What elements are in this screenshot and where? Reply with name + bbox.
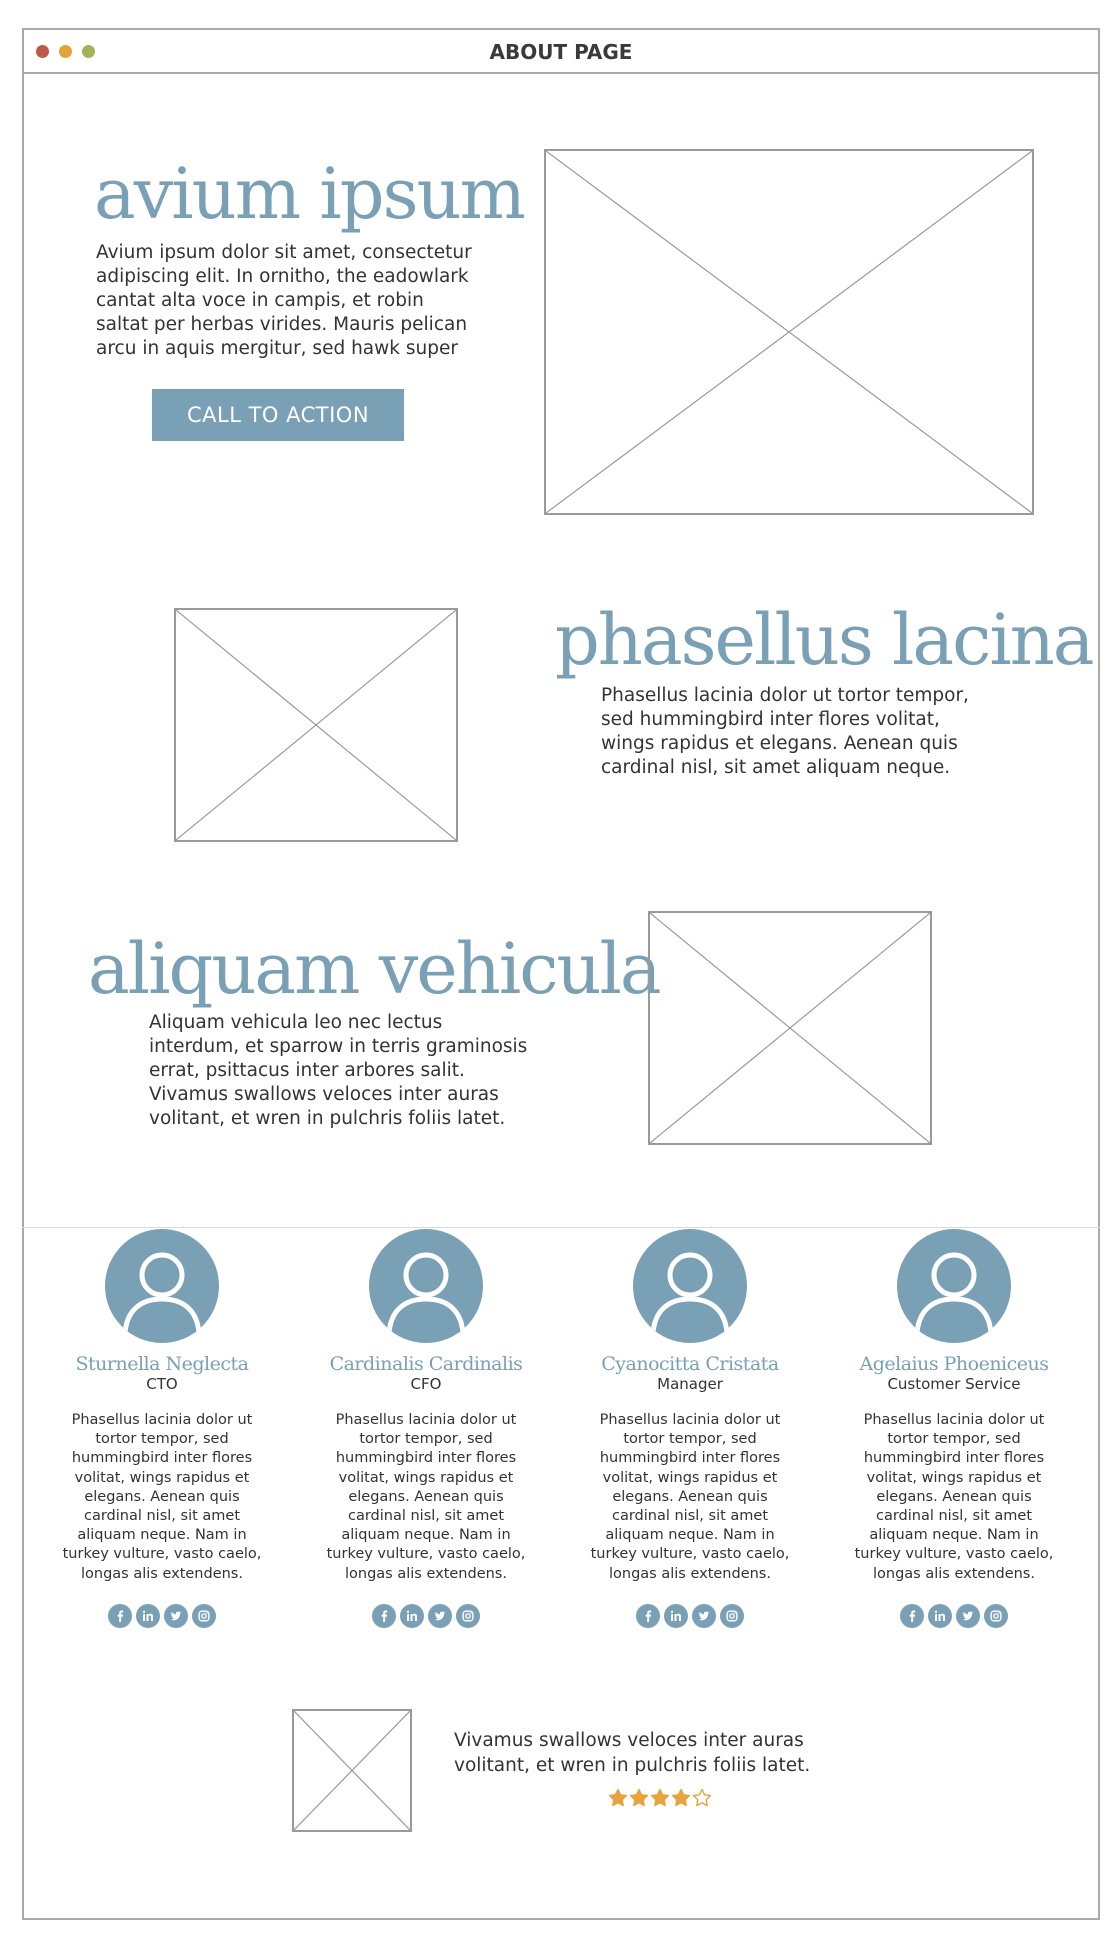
- team-member-bio-line: longas alis extendens.: [609, 1565, 771, 1582]
- instagram-icon[interactable]: [720, 1604, 744, 1628]
- team-member-bio-line: hummingbird inter flores: [335, 1450, 517, 1467]
- star-filled-icon: [650, 1788, 670, 1808]
- section3-text-line: interdum, et sparrow in terris graminosis: [149, 1036, 528, 1057]
- team-member-bio: [52, 1411, 272, 1584]
- section2-text-line: wings rapidus et elegans. Aenean quis: [601, 733, 958, 754]
- team-member-bio-line: hummingbird inter flores: [863, 1450, 1045, 1467]
- section2-text-line: Phasellus lacinia dolor ut tortor tempor,: [601, 685, 969, 706]
- team-member-bio-line: elegans. Aenean quis: [348, 1488, 504, 1505]
- team-member-bio-line: tortor tempor, sed: [887, 1431, 1021, 1448]
- section1-heading: avium ipsum: [94, 153, 524, 235]
- team-member-bio-line: tortor tempor, sed: [95, 1431, 229, 1448]
- team-member-bio-line: aliquam neque. Nam in: [341, 1527, 511, 1544]
- section2-text-line: sed hummingbird inter flores volitat,: [601, 709, 940, 730]
- team-member-bio-line: hummingbird inter flores: [71, 1450, 253, 1467]
- star-outline-icon: [692, 1788, 712, 1808]
- section2-text-line: cardinal nisl, sit amet aliquam neque.: [601, 757, 951, 778]
- section2-image-placeholder: [174, 608, 458, 842]
- team-member-bio-line: volitat, wings rapidus et: [602, 1469, 778, 1486]
- team-member-bio-line: volitat, wings rapidus et: [866, 1469, 1042, 1486]
- team-member-bio-line: cardinal nisl, sit amet: [611, 1508, 769, 1525]
- team-member-bio-line: aliquam neque. Nam in: [77, 1527, 247, 1544]
- call-to-action-button[interactable]: CALL TO ACTION: [152, 389, 404, 441]
- team-member-bio-line: volitat, wings rapidus et: [74, 1469, 250, 1486]
- team-member-bio: [844, 1411, 1064, 1584]
- team-member-bio-line: cardinal nisl, sit amet: [347, 1508, 505, 1525]
- section3-text-line: volitant, et wren in pulchris foliis latet.: [149, 1108, 506, 1129]
- section3-text-line: Aliquam vehicula leo nec lectus: [149, 1012, 443, 1033]
- facebook-icon[interactable]: [636, 1604, 660, 1628]
- team-member-bio-line: elegans. Aenean quis: [84, 1488, 240, 1505]
- hero-image-placeholder: [544, 149, 1034, 515]
- instagram-icon[interactable]: [192, 1604, 216, 1628]
- team-divider: [22, 1227, 1100, 1228]
- twitter-icon[interactable]: [692, 1604, 716, 1628]
- team-member-role: CTO: [146, 1375, 178, 1393]
- team-member-bio-line: aliquam neque. Nam in: [869, 1527, 1039, 1544]
- instagram-icon[interactable]: [984, 1604, 1008, 1628]
- section1-text-line: arcu in aquis mergitur, sed hawk super: [96, 338, 458, 359]
- section2-heading: phasellus lacina: [555, 599, 1093, 681]
- team-member-name: Agelaius Phoeniceus: [859, 1353, 1049, 1375]
- avatar: [105, 1229, 219, 1343]
- section3-heading: aliquam vehicula: [88, 928, 660, 1010]
- testimonial-image-placeholder: [292, 1709, 412, 1832]
- team-member-bio-line: longas alis extendens.: [81, 1565, 243, 1582]
- twitter-icon[interactable]: [956, 1604, 980, 1628]
- team-member-bio-line: hummingbird inter flores: [599, 1450, 781, 1467]
- star-filled-icon: [671, 1788, 691, 1808]
- testimonial-quote-line: Vivamus swallows veloces inter auras: [454, 1730, 804, 1751]
- section1-text-line: Avium ipsum dolor sit amet, consectetur: [96, 242, 472, 263]
- team-member-card: [316, 1229, 536, 1628]
- team-member-bio-line: Phasellus lacinia dolor ut: [863, 1412, 1045, 1428]
- team-member-card: [52, 1229, 272, 1628]
- social-links: [580, 1604, 800, 1628]
- team-member-name: Sturnella Neglecta: [75, 1353, 249, 1375]
- avatar: [897, 1229, 1011, 1343]
- star-rating: [608, 1788, 712, 1808]
- team-member-bio-line: elegans. Aenean quis: [876, 1488, 1032, 1505]
- social-links: [316, 1604, 536, 1628]
- team-member-role: CFO: [410, 1375, 442, 1393]
- twitter-icon[interactable]: [428, 1604, 452, 1628]
- team-member-bio-line: cardinal nisl, sit amet: [83, 1508, 241, 1525]
- team-member-bio-line: elegans. Aenean quis: [612, 1488, 768, 1505]
- team-member-bio-line: tortor tempor, sed: [623, 1431, 757, 1448]
- testimonial-quote: [454, 1728, 834, 1778]
- facebook-icon[interactable]: [900, 1604, 924, 1628]
- star-filled-icon: [608, 1788, 628, 1808]
- testimonial-quote-line: volitant, et wren in pulchris foliis latet.: [454, 1755, 811, 1776]
- team-member-bio-line: Phasellus lacinia dolor ut: [71, 1412, 253, 1428]
- section1-text-line: saltat per herbas virides. Mauris pelican: [96, 314, 468, 335]
- team-member-bio-line: longas alis extendens.: [873, 1565, 1035, 1582]
- section1-text-line: cantat alta voce in campis, et robin: [96, 290, 424, 311]
- section3-image-placeholder: [648, 911, 932, 1145]
- instagram-icon[interactable]: [456, 1604, 480, 1628]
- twitter-icon[interactable]: [164, 1604, 188, 1628]
- team-member-bio-line: turkey vulture, vasto caelo,: [590, 1546, 790, 1563]
- team-member-name: Cyanocitta Cristata: [601, 1353, 779, 1375]
- team-member-bio-line: aliquam neque. Nam in: [605, 1527, 775, 1544]
- team-member-role: Manager: [657, 1375, 723, 1393]
- team-member-name: Cardinalis Cardinalis: [329, 1353, 523, 1375]
- team-member-bio-line: turkey vulture, vasto caelo,: [62, 1546, 262, 1563]
- avatar: [633, 1229, 747, 1343]
- linkedin-icon[interactable]: [664, 1604, 688, 1628]
- team-member-bio: [316, 1411, 536, 1584]
- linkedin-icon[interactable]: [400, 1604, 424, 1628]
- linkedin-icon[interactable]: [928, 1604, 952, 1628]
- team-member-bio-line: Phasellus lacinia dolor ut: [335, 1412, 517, 1428]
- facebook-icon[interactable]: [372, 1604, 396, 1628]
- section1-text-line: adipiscing elit. In ornitho, the eadowlark: [96, 266, 469, 287]
- team-member-bio-line: volitat, wings rapidus et: [338, 1469, 514, 1486]
- star-filled-icon: [629, 1788, 649, 1808]
- facebook-icon[interactable]: [108, 1604, 132, 1628]
- window-title: ABOUT PAGE: [489, 40, 633, 64]
- window-titlebar: [24, 30, 1098, 74]
- team-member-bio-line: longas alis extendens.: [345, 1565, 507, 1582]
- team-member-bio: [580, 1411, 800, 1584]
- social-links: [52, 1604, 272, 1628]
- section3-text-line: errat, psittacus inter arbores salit.: [149, 1060, 465, 1081]
- team-member-bio-line: tortor tempor, sed: [359, 1431, 493, 1448]
- team-member-bio-line: turkey vulture, vasto caelo,: [326, 1546, 526, 1563]
- social-links: [844, 1604, 1064, 1628]
- team-member-card: [580, 1229, 800, 1628]
- avatar: [369, 1229, 483, 1343]
- section3-text-line: Vivamus swallows veloces inter auras: [149, 1084, 499, 1105]
- section2-text: [601, 684, 969, 780]
- section3-text: [149, 1011, 527, 1131]
- team-member-card: [844, 1229, 1064, 1628]
- team-member-bio-line: turkey vulture, vasto caelo,: [854, 1546, 1054, 1563]
- team-member-role: Customer Service: [887, 1375, 1021, 1393]
- linkedin-icon[interactable]: [136, 1604, 160, 1628]
- team-member-bio-line: Phasellus lacinia dolor ut: [599, 1412, 781, 1428]
- team-member-bio-line: cardinal nisl, sit amet: [875, 1508, 1033, 1525]
- section1-text: [96, 241, 472, 361]
